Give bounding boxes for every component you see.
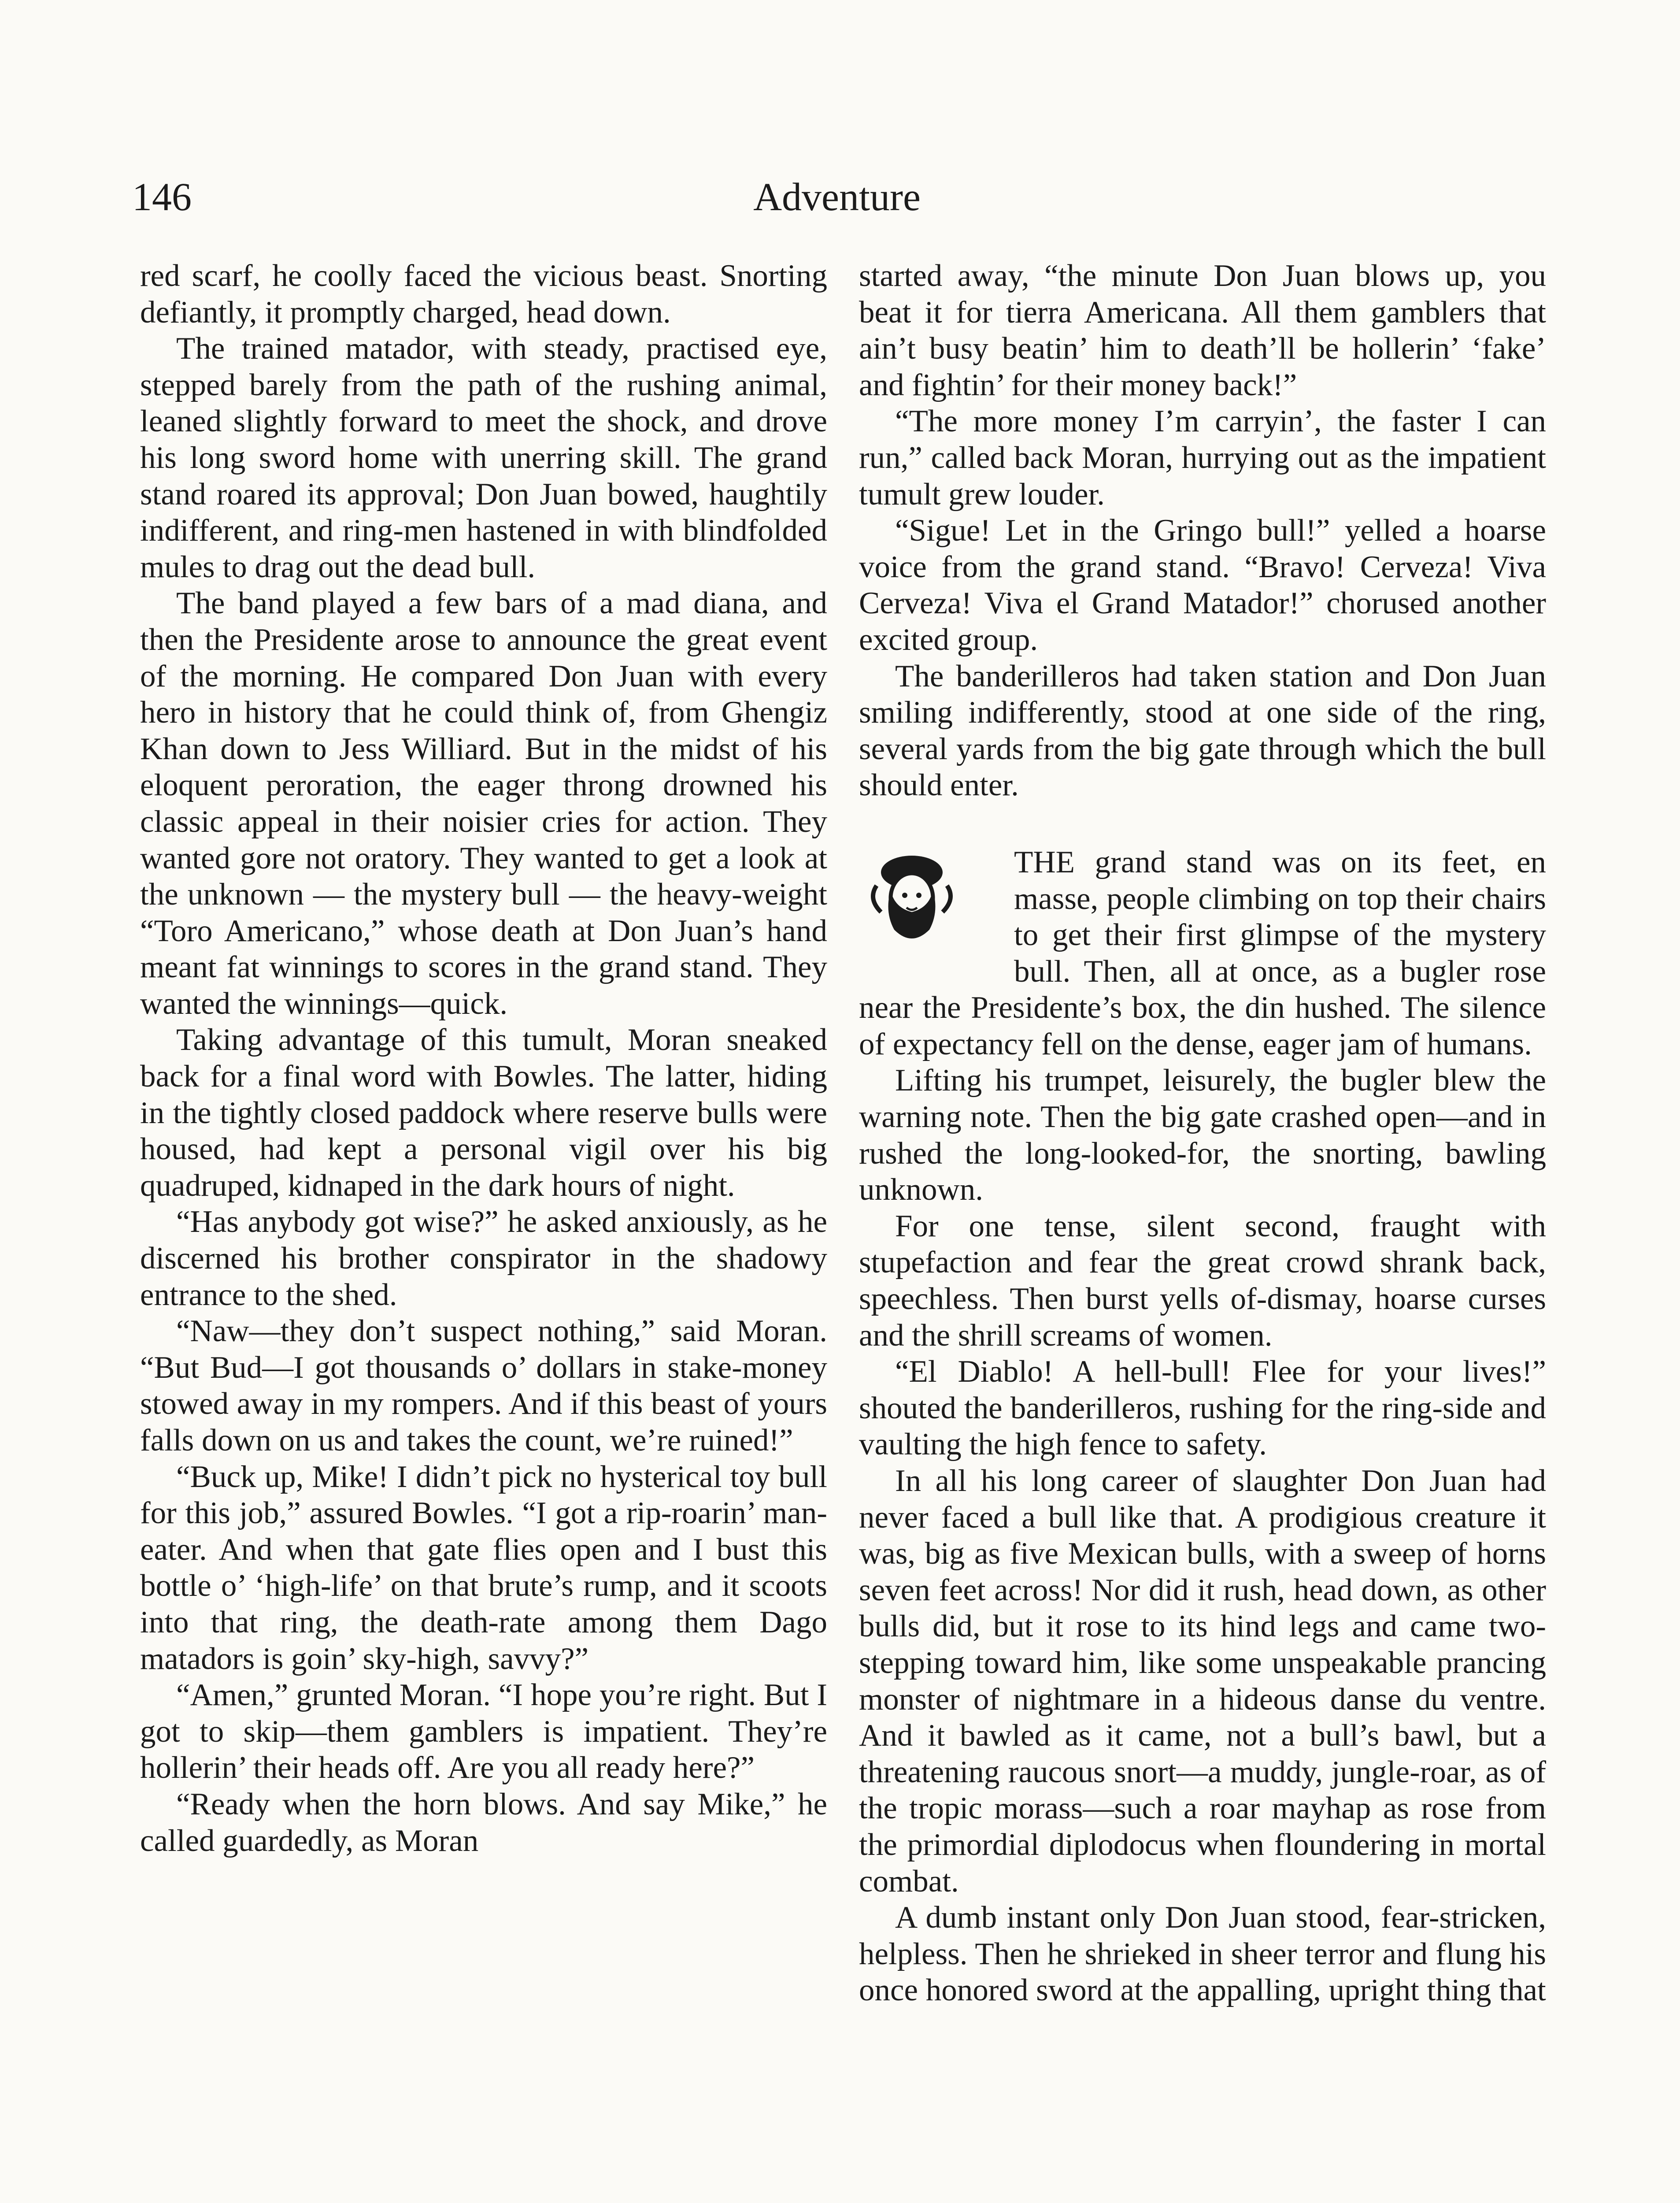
paragraph: Taking advantage of this tumult, Moran sneaked back for a final word with Bowles. The latter, hiding in the tightly closed paddock where reserve bulls were housed, had kept a personal vigil over his big quadruped, kidnaped in the dark hours of night. xyxy=(140,1023,827,1203)
portrait-vignette-svg xyxy=(859,846,1004,956)
page-number: 146 xyxy=(132,175,192,219)
paragraph: “El Diablo! A hell-bull! Flee for your lives!” shouted the banderilleros, rushing for the ring-side and vaulting the high fence to safety. xyxy=(859,1354,1546,1462)
paragraph: “Has anybody got wise?” he asked anxiously, as he discerned his brother conspirator in the shadowy entrance to the shed. xyxy=(140,1205,827,1312)
paragraph: A dumb instant only Don Juan stood, fear-stricken, helpless. Then he shrieked in sheer terror and flung his once honored sword at the appalling, upright thing that xyxy=(859,1900,1546,2008)
paragraph: “Amen,” grunted Moran. “I hope you’re right. But I got to skip—them gamblers is impatient. They’re hollerin’ their heads off. Are you all ready here?” xyxy=(140,1678,827,1785)
paragraph: “Ready when the horn blows. And say Mike,” he called guardedly, as Moran xyxy=(140,1787,827,1858)
paragraph: “The more money I’m carryin’, the faster I can run,” called back Moran, hurrying out as the impatient tumult grew louder. xyxy=(859,404,1546,512)
paragraph: “Sigue! Let in the Gringo bull!” yelled a hoarse voice from the grand stand. “Bravo! Cerveza! Viva Cerveza! Viva el Grand Matador!” chorused another excited group. xyxy=(859,513,1546,657)
paragraph: “Naw—they don’t suspect nothing,” said Moran. “But Bud—I got thousands o’ dollars in stake-money stowed away in my rompers. And if this beast of yours falls down on us and takes the count, we’re ruined!” xyxy=(140,1314,827,1458)
paragraph: The trained matador, with steady, practised eye, stepped barely from the path of the rushing animal, leaned slightly forward to meet the shock, and drove his long sword home with unerring skill. The grand stand roared its approval; Don Juan bowed, haughtily indifferent, and ring-men hastened in with blindfolded mules to drag out the dead bull. xyxy=(140,331,827,584)
section-break xyxy=(859,804,1546,844)
paragraph-with-vignette: THE grand stand was on its feet, en masse, people climbing on top their chairs to get their first glimpse of the mystery bull. Then, all at once, as a bugler rose near the Presidente’s box, the din hushed. The silence of expectancy fell on the dense, eager jam of humans. xyxy=(859,845,1546,1061)
paragraph: For one tense, silent second, fraught with stupefaction and fear the great crowd shrank back, speechless. Then burst yells of-dismay, hoarse curses and the shrill screams of women. xyxy=(859,1209,1546,1353)
paragraph: started away, “the minute Don Juan blows up, you beat it for tierra Americana. All them gamblers that ain’t busy beatin’ him to death’ll be hollerin’ ‘fake’ and fightin’ for their money back!” xyxy=(859,259,1546,402)
paragraph: red scarf, he coolly faced the vicious beast. Snorting defiantly, it promptly charged, head down. xyxy=(140,259,827,330)
right-column xyxy=(859,258,1546,2009)
paragraph: In all his long career of slaughter Don Juan had never faced a bull like that. A prodigious creature it was, big as five Mexican bulls, with a sweep of horns seven feet across! Nor did it rush, head down, as other bulls did, but it rose to its hind legs and came two-stepping toward him, like some unspeakable prancing monster of nightmare in a hideous danse du ventre. And it bawled as it came, not a bull’s bawl, but a threatening raucous snort—a muddy, jungle-roar, as of the tropic morass—such a roar mayhap as rose from the primordial diplodocus when floundering in mortal combat. xyxy=(859,1464,1546,1899)
paragraph: The banderilleros had taken station and Don Juan smiling indifferently, stood at one side of the ring, several yards from the big gate through which the bull should enter. xyxy=(859,659,1546,803)
left-column xyxy=(140,258,827,1859)
paragraph: “Buck up, Mike! I didn’t pick no hysterical toy bull for this job,” assured Bowles. “I got a rip-roarin’ man-eater. And when that gate flies open and I bust this bottle o’ ‘high-life’ on that brute’s rump, and it scoots into that ring, the death-rate among them Dago matadors is goin’ sky-high, savvy?” xyxy=(140,1459,827,1676)
paragraph: The band played a few bars of a mad diana, and then the Presidente arose to announce the great event of the morning. He compared Don Juan with every hero in history that he could think of, from Ghengiz Khan down to Jess Williard. But in the midst of his eloquent peroration, the eager throng drowned his classic appeal in their noisier cries for action. They wanted gore not oratory. They wanted to get a look at the unknown — the mystery bull — the heavy-weight “Toro Americano,” whose death at Don Juan’s hand meant fat winnings to scores in the grand stand. They wanted the winnings—quick. xyxy=(140,586,827,1021)
page-header xyxy=(132,171,1542,228)
running-title: Adventure xyxy=(753,175,921,219)
portrait-vignette-icon xyxy=(859,846,1004,956)
paragraph: Lifting his trumpet, leisurely, the bugler blew the warning note. Then the big gate crashed open—and in rushed the long-looked-for, the snorting, bawling unknown. xyxy=(859,1063,1546,1207)
